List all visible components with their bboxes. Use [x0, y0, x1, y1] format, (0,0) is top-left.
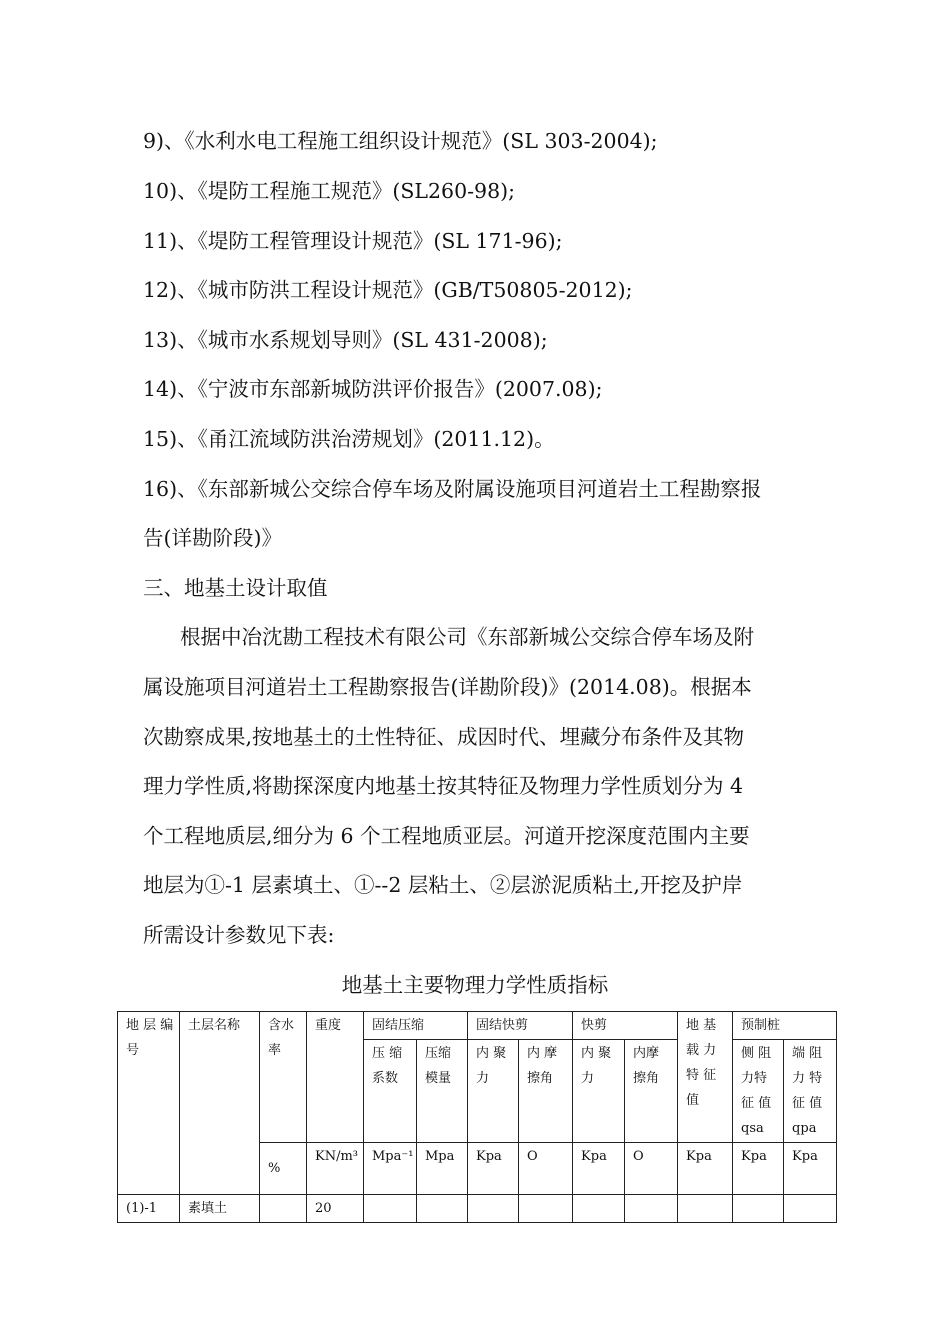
header-cohesion: 内 聚 力: [468, 1040, 519, 1143]
header-consolidated-quick-shear: 固结快剪: [468, 1012, 573, 1040]
cell-soil-name: 素填土: [180, 1195, 260, 1223]
table-row: [118, 1195, 837, 1223]
header-water-content: 含水率: [260, 1012, 307, 1143]
reference-item: 11)、《堤防工程管理设计规范》(SL 171-96);: [143, 229, 563, 253]
cell-side-resistance: [733, 1195, 784, 1223]
unit-compression-coefficient: Mpa⁻¹: [364, 1143, 417, 1195]
header-unit-weight: 重度: [307, 1012, 364, 1143]
unit-friction-angle: O: [519, 1143, 573, 1195]
cell-water-content: [260, 1195, 307, 1223]
unit-cohesion: Kpa: [573, 1143, 625, 1195]
header-consolidation-compression: 固结压缩: [364, 1012, 468, 1040]
header-compression-coefficient: 压 缩 系数: [364, 1040, 417, 1143]
header-end-resistance: 端 阻 力 特 征 值 qpa: [784, 1040, 837, 1143]
unit-end-resistance: Kpa: [784, 1143, 837, 1195]
header-layer-no: 地 层 编号: [118, 1012, 180, 1195]
cell-layer-no: (1)-1: [118, 1195, 180, 1223]
reference-item-continued: 告(详勘阶段)》: [143, 526, 282, 550]
cell-friction-angle: [625, 1195, 678, 1223]
cell-unit-weight: 20: [307, 1195, 364, 1223]
header-precast-pile: 预制桩: [733, 1012, 837, 1040]
reference-item: 10)、《堤防工程施工规范》(SL260-98);: [143, 179, 516, 203]
paragraph-line: 属设施项目河道岩土工程勘察报告(详勘阶段)》(2014.08)。根据本: [143, 675, 752, 699]
unit-compression-modulus: Mpa: [417, 1143, 468, 1195]
header-soil-name: 土层名称: [180, 1012, 260, 1195]
header-cohesion: 内 聚 力: [573, 1040, 625, 1143]
table-caption: 地基土主要物理力学性质指标: [341, 973, 609, 997]
paragraph-line: 所需设计参数见下表:: [143, 923, 335, 947]
soil-properties-table: [117, 1011, 837, 1223]
reference-item: 12)、《城市防洪工程设计规范》(GB/T50805-2012);: [143, 278, 633, 302]
cell-cohesion: [573, 1195, 625, 1223]
unit-bearing-capacity: Kpa: [678, 1143, 733, 1195]
header-quick-shear: 快剪: [573, 1012, 678, 1040]
header-side-resistance: 侧 阻 力特 征 值 qsa: [733, 1040, 784, 1143]
header-friction-angle: 内 摩 擦角: [519, 1040, 573, 1143]
header-compression-modulus: 压缩 模量: [417, 1040, 468, 1143]
cell-friction-angle: [519, 1195, 573, 1223]
cell-compression-modulus: [417, 1195, 468, 1223]
paragraph-line: 个工程地质层,细分为 6 个工程地质亚层。河道开挖深度范围内主要: [143, 824, 750, 848]
unit-cohesion: Kpa: [468, 1143, 519, 1195]
reference-item: 13)、《城市水系规划导则》(SL 431-2008);: [143, 328, 548, 352]
header-friction-angle: 内摩 擦角: [625, 1040, 678, 1143]
cell-bearing-capacity: [678, 1195, 733, 1223]
unit-water-content: %: [260, 1143, 307, 1195]
section-heading: 三、地基土设计取值: [143, 576, 328, 600]
reference-item: 16)、《东部新城公交综合停车场及附属设施项目河道岩土工程勘察报: [143, 477, 762, 501]
unit-side-resistance: Kpa: [733, 1143, 784, 1195]
unit-friction-angle: O: [625, 1143, 678, 1195]
unit-unit-weight: KN/m³: [307, 1143, 364, 1195]
paragraph-line: 根据中冶沈勘工程技术有限公司《东部新城公交综合停车场及附: [180, 625, 754, 649]
header-bearing-capacity: 地 基 载 力 特 征 值: [678, 1012, 733, 1143]
reference-item: 14)、《宁波市东部新城防洪评价报告》(2007.08);: [143, 377, 603, 401]
cell-compression-coefficient: [364, 1195, 417, 1223]
cell-cohesion: [468, 1195, 519, 1223]
reference-item: 9)、《水利水电工程施工组织设计规范》(SL 303-2004);: [143, 129, 658, 153]
reference-item: 15)、《甬江流域防洪治涝规划》(2011.12)。: [143, 427, 555, 451]
paragraph-line: 地层为①-1 层素填土、①--2 层粘土、②层淤泥质粘土,开挖及护岸: [143, 873, 743, 897]
cell-end-resistance: [784, 1195, 837, 1223]
paragraph-line: 次勘察成果,按地基土的土性特征、成因时代、埋藏分布条件及其物: [143, 725, 745, 749]
paragraph-line: 理力学性质,将勘探深度内地基土按其特征及物理力学性质划分为 4: [143, 774, 744, 798]
